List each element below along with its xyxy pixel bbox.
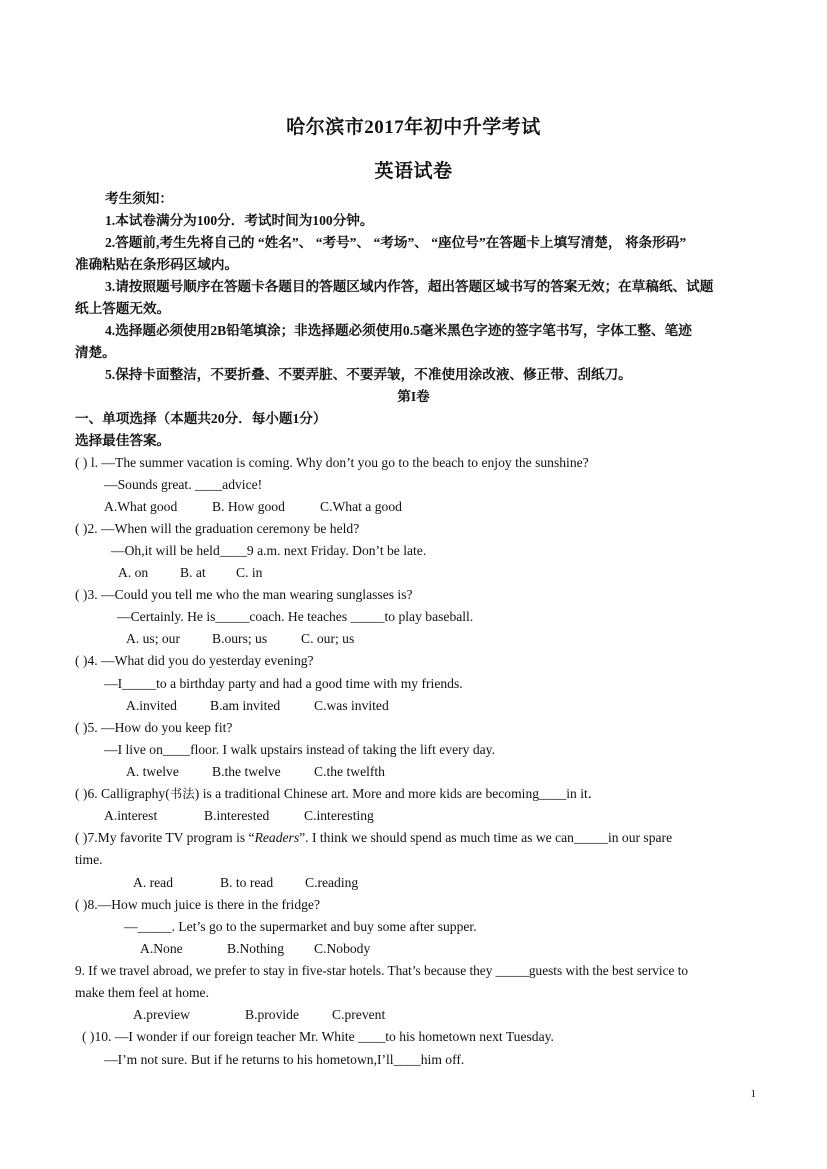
question-7-program-name: Readers [254, 830, 300, 845]
exam-title: 哈尔滨市2017年初中升学考试 [286, 117, 541, 138]
question-9-stem: 9. If we travel abroad, we prefer to stay in five-star hotels. That’s because they _____guests with the best service to [75, 963, 689, 978]
question-6-stem [75, 785, 755, 803]
question-6-stem-start: ( )6. Calligraphy( [75, 786, 170, 801]
option-a: A. twelve [126, 764, 179, 779]
option-a: A. on [118, 565, 149, 580]
page-number: 1 [750, 1088, 756, 1100]
section-heading: 一、单项选择（本题共20分．每小题1分） [75, 411, 327, 426]
instruction-1: 1.本试卷满分为100分．考试时间为100分钟。 [105, 213, 374, 228]
question-1-stem: ( ) l. —The summer vacation is coming. Why don’t you go to the beach to enjoy the sunshine? [75, 455, 589, 470]
option-a: A. read [133, 875, 174, 890]
option-b: B.ours; us [212, 631, 268, 646]
question-7-stem-end: ”. I think we should spend as much time as we can_____in our spare [299, 830, 673, 845]
option-c: C.prevent [332, 1007, 386, 1022]
option-b: B. at [180, 565, 206, 580]
instruction-4: 4.选择题必须使用2B铅笔填涂；非选择题必须使用0.5毫米黑色字迹的签字笔书写，字体工整、笔迹 [105, 323, 692, 338]
question-5-stem: ( )5. —How do you keep fit? [75, 720, 233, 735]
question-7-options [133, 874, 813, 892]
exam-subtitle: 英语试卷 [374, 161, 453, 182]
question-10-reply: —I’m not sure. But if he returns to his hometown,I’ll____him off. [104, 1052, 465, 1067]
instruction-2: 2.答题前,考生先将自己的 “姓名”、 “考号”、 “考场”、 “座位号”在答题卡上填写清楚， 将条形码” [105, 235, 687, 250]
option-c: C.reading [305, 875, 359, 890]
question-4-stem: ( )4. —What did you do yesterday evening? [75, 653, 314, 668]
option-c: C.interesting [304, 808, 374, 823]
question-6-chinese-word: 书法 [169, 786, 195, 801]
option-a: A. us; our [126, 631, 180, 646]
question-2-options [118, 564, 798, 582]
option-c: C.was invited [314, 698, 389, 713]
question-1-options [104, 498, 784, 516]
instruction-4-cont: 清楚。 [75, 345, 116, 360]
option-a: A.What good [104, 499, 178, 514]
instruction-3-cont: 纸上答题无效。 [75, 301, 171, 316]
instructions-heading: 考生须知： [105, 191, 173, 206]
option-c: C. our; us [301, 631, 355, 646]
question-5-options [126, 763, 806, 781]
option-c: C.What a good [320, 499, 402, 514]
question-7-stem [75, 829, 755, 847]
question-3-reply: —Certainly. He is_____coach. He teaches _____to play baseball. [117, 609, 474, 624]
question-3-options [126, 630, 806, 648]
question-3-stem: ( )3. —Could you tell me who the man wearing sunglasses is? [75, 587, 413, 602]
question-1-reply: —Sounds great. ____advice! [104, 477, 263, 492]
option-b: B.interested [204, 808, 270, 823]
question-8-stem: ( )8.—How much juice is there in the fridge? [75, 897, 320, 912]
question-6-stem-end: ) is a traditional Chinese art. More and more kids are becoming____in it． [194, 786, 602, 801]
question-2-reply: —Oh,it will be held____9 a.m. next Friday. Don’t be late. [111, 543, 427, 558]
instruction-2-cont: 准确粘贴在条形码区域内。 [75, 257, 239, 272]
option-b: B. to read [220, 875, 274, 890]
option-a: A.preview [133, 1007, 190, 1022]
option-c: C.the twelfth [314, 764, 385, 779]
option-c: C. in [236, 565, 263, 580]
option-b: B.provide [245, 1007, 299, 1022]
option-b: B.am invited [210, 698, 281, 713]
question-8-reply: —_____. Let’s go to the supermarket and buy some after supper. [124, 919, 477, 934]
question-10-stem: ( )10. —I wonder if our foreign teacher Mr. White ____to his hometown next Tuesday. [82, 1029, 554, 1044]
question-6-options [104, 807, 784, 825]
question-2-stem: ( )2. —When will the graduation ceremony be held? [75, 521, 360, 536]
section-direction: 选择最佳答案。 [75, 433, 171, 448]
option-b: B.Nothing [227, 941, 285, 956]
question-4-options [126, 697, 806, 715]
question-9-options [133, 1006, 813, 1024]
option-a: A.None [140, 941, 183, 956]
option-a: A.interest [104, 808, 158, 823]
volume-heading: 第I卷 [397, 389, 430, 404]
option-a: A.invited [126, 698, 177, 713]
option-c: C.Nobody [314, 941, 371, 956]
question-8-options [140, 940, 820, 958]
question-9-stem-cont: make them feel at home. [75, 985, 209, 1000]
instruction-5: 5.保持卡面整洁，不要折叠、不要弄脏、不要弄皱，不准使用涂改液、修正带、刮纸刀。 [105, 367, 632, 382]
question-7-stem-cont: time. [75, 852, 103, 867]
question-7-stem-start: ( )7.My favorite TV program is “ [75, 830, 255, 845]
instruction-3: 3.请按照题号顺序在答题卡各题目的答题区域内作答，超出答题区域书写的答案无效；在草稿纸、试题 [105, 279, 714, 294]
option-b: B.the twelve [212, 764, 281, 779]
option-b: B. How good [212, 499, 285, 514]
question-5-reply: —I live on____floor. I walk upstairs instead of taking the lift every day. [104, 742, 495, 757]
question-4-reply: —I_____to a birthday party and had a good time with my friends. [104, 676, 463, 691]
